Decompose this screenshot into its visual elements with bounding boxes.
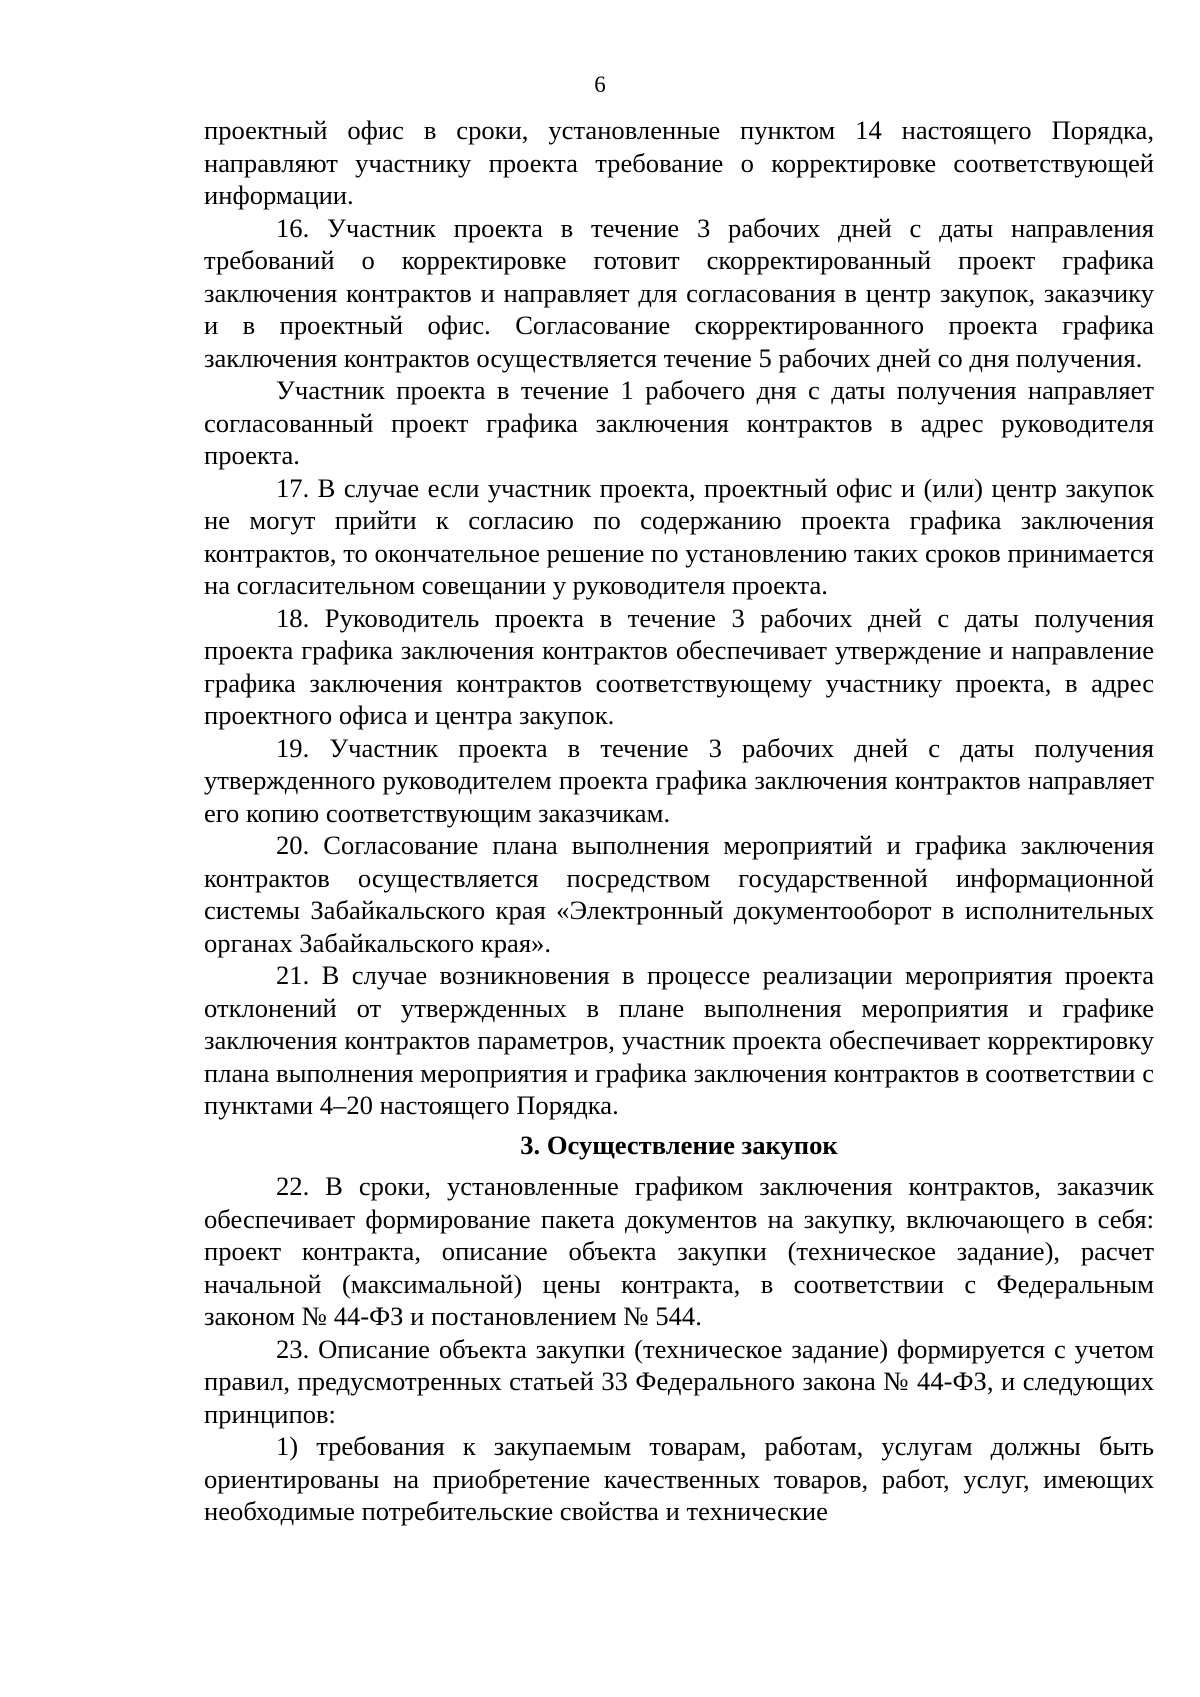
paragraph-16: 16. Участник проекта в течение 3 рабочих дней с даты направления требований о корректировке готовит скорректированный проект графика заключения контрактов и направляет для согласования в центр закупок, заказчику и в проектный офис. Согласование скорректированного проекта графика заключения контрактов осуществляется течение 5 рабочих дней со дня получения. <box>204 212 1154 373</box>
paragraph-20: 20. Согласование плана выполнения мероприятий и графика заключения контрактов осуществляется посредством государственной информационной системы Забайкальского края «Электронный документооборот в исполнительных органах Забайкальского края». <box>204 830 1154 958</box>
paragraph-22: 22. В сроки, установленные графиком заключения контрактов, заказчик обеспечивает формирование пакета документов на закупку, включающего в себя: проект контракта, описание объекта закупки (техническое задание), расчет начальной (максимальной) цены контракта, в соответствии с Федеральным законом № 44-ФЗ и постановлением № 544. <box>204 1171 1154 1331</box>
paragraph-16-part-2: Участник проекта в течение 1 рабочего дня с даты получения направляет согласованный проект графика заключения контрактов в адрес руководителя проекта. <box>204 375 1154 470</box>
section-heading: 3. Осуществление закупок <box>520 1129 838 1160</box>
paragraph-23-item-1: 1) требования к закупаемым товарам, работам, услугам должны быть ориентированы на приобретение качественных товаров, работ, услуг, имеющих необходимые потребительские свойства и технические <box>204 1431 1154 1526</box>
paragraph-19: 19. Участник проекта в течение 3 рабочих дней с даты получения утвержденного руководителем проекта графика заключения контрактов направляет его копию соответствующим заказчикам. <box>204 732 1154 828</box>
document-body <box>204 114 1154 1528</box>
paragraph-18: 18. Руководитель проекта в течение 3 рабочих дней с даты получения проекта графика заключения контрактов обеспечивает утверждение и направление графика заключения контрактов соответствующему участнику проекта, в адрес проектного офиса и центра закупок. <box>204 602 1154 730</box>
paragraph-continuation: проектный офис в сроки, установленные пунктом 14 настоящего Порядка, направляют участнику проекта требование о корректировке соответствующей информации. <box>204 115 1154 210</box>
paragraph-21: 21. В случае возникновения в процессе реализации мероприятия проекта отклонений от утвержденных в плане выполнения мероприятия и графике заключения контрактов параметров, участник проекта обеспечивает корректировку плана выполнения мероприятия и графика заключения контрактов в соответствии с пунктами 4–20 настоящего Порядка. <box>204 960 1154 1120</box>
paragraph-23: 23. Описание объекта закупки (техническое задание) формируется с учетом правил, предусмотренных статьей 33 Федерального закона № 44-ФЗ, и следующих принципов: <box>204 1333 1154 1429</box>
paragraph-17: 17. В случае если участник проекта, проектный офис и (или) центр закупок не могут прийти к согласию по содержанию проекта графика заключения контрактов, то окончательное решение по установлению таких сроков принимается на согласительном совещании у руководителя проекта. <box>204 472 1154 600</box>
page-number: 6 <box>594 72 606 97</box>
